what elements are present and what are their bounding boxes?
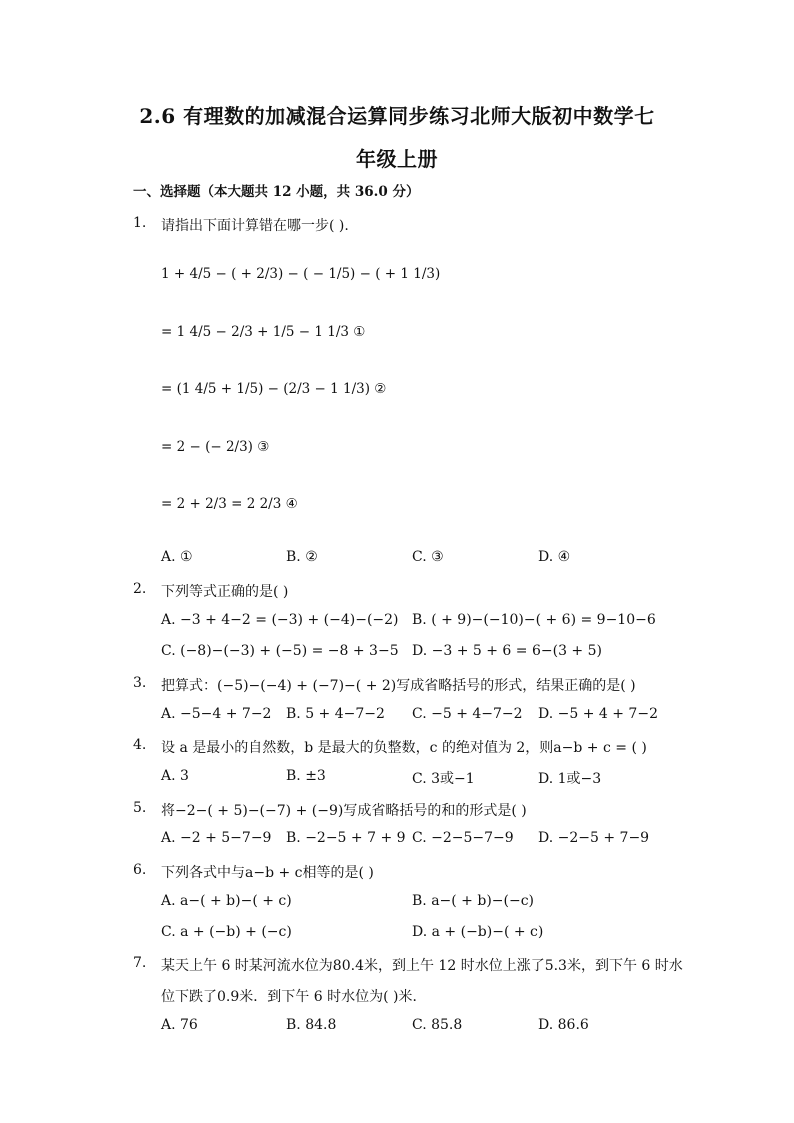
question-1-step-4: = 2 + 2/3 = 2 2/3 ④ [161, 496, 298, 512]
question-3-option-d: D. −5 + 4 + 7−2 [538, 706, 658, 722]
question-1-number: 1. [133, 215, 147, 231]
question-7-option-b: B. 84.8 [286, 1017, 337, 1033]
question-1-step-1: = 1 4/5 − 2/3 + 1/5 − 1 1/3 ① [161, 324, 366, 340]
question-1-option-c: C. ③ [412, 549, 444, 565]
question-6-number: 6. [133, 862, 147, 878]
question-1-option-d: D. ④ [538, 549, 571, 565]
question-7-option-d: D. 86.6 [538, 1017, 589, 1033]
question-4-option-d: D. 1或−3 [538, 771, 602, 787]
question-1-option-b: B. ② [286, 549, 318, 565]
question-1-option-a: A. ① [161, 549, 193, 565]
question-5-text: 将−2−( + 5)−(−7) + (−9)写成省略括号的和的形式是( ) [161, 803, 527, 819]
question-4-option-b: B. ±3 [286, 768, 326, 784]
document-title-line-1: 2.6 有理数的加减混合运算同步练习北师大版初中数学七 [139, 104, 655, 128]
question-6-option-a: A. a−( + b)−( + c) [161, 893, 292, 909]
section-heading: 一、选择题（本大题共 12 小题，共 36.0 分） [133, 184, 420, 200]
question-1-step-2: = (1 4/5 + 1/5) − (2/3 − 1 1/3) ② [161, 381, 387, 397]
question-3-option-c: C. −5 + 4−7−2 [412, 706, 523, 722]
question-2-option-b: B. ( + 9)−(−10)−( + 6) = 9−10−6 [412, 612, 656, 628]
question-4-number: 4. [133, 737, 147, 753]
question-7-text-line-1: 某天上午 6 时某河流水位为80.4米，到上午 12 时水位上涨了5.3米，到下午 6 时水 [161, 958, 683, 974]
question-5-option-d: D. −2−5 + 7−9 [538, 830, 650, 846]
question-5-option-a: A. −2 + 5−7−9 [161, 830, 272, 846]
question-6-option-d: D. a + (−b)−( + c) [412, 924, 544, 940]
question-3-option-b: B. 5 + 4−7−2 [286, 706, 385, 722]
question-4-option-a: A. 3 [161, 768, 189, 784]
question-7-text-line-2: 位下跌了0.9米．到下午 6 时水位为( )米． [161, 989, 427, 1005]
question-3-text: 把算式：(−5)−(−4) + (−7)−( + 2)写成省略括号的形式，结果正确的是( ) [161, 678, 636, 694]
question-2-option-a: A. −3 + 4−2 = (−3) + (−4)−(−2) [161, 612, 399, 628]
question-7-option-a: A. 76 [161, 1017, 198, 1033]
question-1-expression: 1 + 4/5 − ( + 2/3) − ( − 1/5) − ( + 1 1/3) [161, 266, 441, 282]
question-7-option-c: C. 85.8 [412, 1017, 463, 1033]
question-6-text: 下列各式中与a−b + c相等的是( ) [161, 865, 374, 881]
question-3-option-a: A. −5−4 + 7−2 [161, 706, 272, 722]
question-3-number: 3. [133, 675, 147, 691]
question-6-option-b: B. a−( + b)−(−c) [412, 893, 535, 909]
document-title-line-2: 年级上册 [356, 147, 438, 171]
question-2-text: 下列等式正确的是( ) [161, 584, 289, 600]
question-2-option-c: C. (−8)−(−3) + (−5) = −8 + 3−5 [161, 643, 399, 659]
question-1-step-3: = 2 − (− 2/3) ③ [161, 439, 270, 455]
question-2-option-d: D. −3 + 5 + 6 = 6−(3 + 5) [412, 643, 602, 659]
question-1-text: 请指出下面计算错在哪一步( ). [161, 218, 349, 234]
question-6-option-c: C. a + (−b) + (−c) [161, 924, 292, 940]
question-2-number: 2. [133, 581, 147, 597]
question-5-number: 5. [133, 800, 147, 816]
question-4-option-c: C. 3或−1 [412, 771, 475, 787]
question-4-text: 设 a 是最小的自然数，b 是最大的负整数，c 的绝对值为 2，则a−b + c = ( ) [161, 740, 647, 756]
question-5-option-c: C. −2−5−7−9 [412, 830, 514, 846]
question-5-option-b: B. −2−5 + 7 + 9 [286, 830, 406, 846]
question-7-number: 7. [133, 955, 147, 971]
